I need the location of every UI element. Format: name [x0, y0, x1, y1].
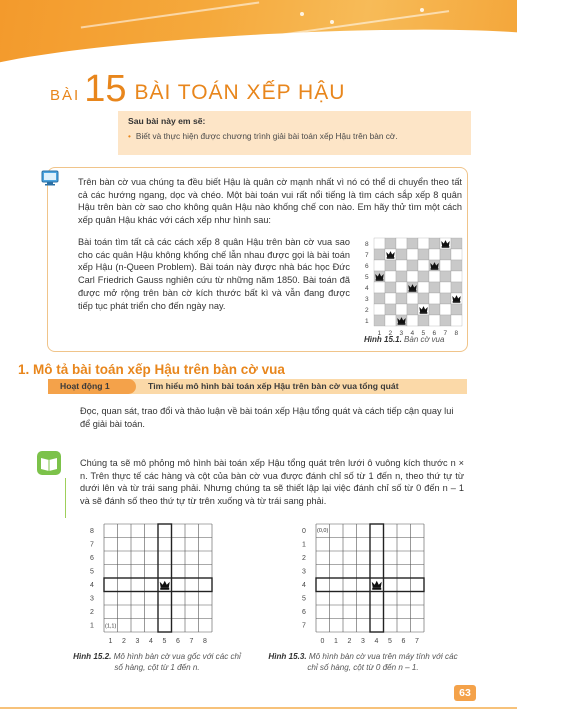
col-label: 2 [122, 638, 126, 645]
col-label: 7 [189, 638, 194, 645]
board-square [429, 271, 440, 282]
figure-2-label: Hình 15.2. [73, 652, 112, 661]
col-label: 2 [347, 638, 352, 645]
col-label: 7 [443, 330, 448, 337]
row-label: 0 [302, 528, 306, 535]
row-label: 1 [365, 318, 369, 325]
board-square [451, 304, 462, 315]
board-square [429, 249, 440, 260]
decor-dot [420, 8, 424, 12]
board-square [396, 238, 407, 249]
board-square [385, 282, 396, 293]
row-label: 6 [365, 263, 369, 270]
queen-base [387, 257, 395, 259]
board-square [385, 304, 396, 315]
figure-3-label: Hình 15.3. [268, 652, 307, 661]
board-square [407, 260, 418, 271]
board-square [396, 282, 407, 293]
col-label: 6 [176, 638, 180, 645]
queen-body [160, 581, 170, 588]
section-heading: 1. Mô tả bài toán xếp Hậu trên bàn cờ vua [18, 362, 285, 377]
board-square [385, 238, 396, 249]
queen-base [372, 588, 381, 590]
row-label: 5 [365, 274, 369, 281]
board-square [451, 238, 462, 249]
col-label: 5 [162, 638, 167, 645]
row-label: 2 [365, 307, 369, 314]
board-square [418, 249, 429, 260]
decor-dot [300, 12, 304, 16]
row-label: 3 [302, 568, 306, 576]
board-square [440, 293, 451, 304]
queen-base [398, 323, 406, 325]
board-square [374, 293, 385, 304]
grid-figure-3 [296, 518, 446, 645]
board-square [418, 260, 429, 271]
row-label: 6 [90, 555, 94, 562]
board-square [440, 282, 451, 293]
board-square [407, 293, 418, 304]
col-label: 0 [320, 638, 325, 645]
board-square [407, 271, 418, 282]
figure-1-text: Bàn cờ vua [404, 335, 445, 344]
book-icon [36, 450, 62, 476]
queen-icon [160, 581, 170, 590]
board-square [429, 293, 440, 304]
board-square [429, 238, 440, 249]
board-square [374, 315, 385, 326]
board-square [407, 249, 418, 260]
board-square [451, 249, 462, 260]
queen-base [431, 268, 439, 270]
board-square [374, 282, 385, 293]
header-band [0, 0, 517, 64]
board-square [418, 282, 429, 293]
col-label: 2 [388, 330, 393, 337]
row-label: 3 [90, 595, 94, 603]
decor-dot [330, 20, 334, 24]
lesson-name: BÀI TOÁN XẾP HẬU [134, 81, 346, 104]
board-square [385, 293, 396, 304]
figure-1-label: Hình 15.1. [364, 335, 402, 344]
board-square [385, 271, 396, 282]
board-square [396, 271, 407, 282]
board-square [451, 282, 462, 293]
activity-bar [48, 379, 467, 394]
board-square [396, 304, 407, 315]
board-square [418, 315, 429, 326]
board-square [374, 238, 385, 249]
board-square [374, 260, 385, 271]
row-label: 7 [90, 541, 94, 549]
board-square [418, 238, 429, 249]
queen-body [372, 581, 382, 588]
col-label: 6 [401, 638, 406, 645]
decor-ribbon [81, 1, 260, 28]
board-square [429, 304, 440, 315]
board-square [440, 249, 451, 260]
knowledge-text: Chúng ta sẽ mô phỏng mô hình bài toán xếp Hậu tổng quát trên lưới ô vuông kích thước n × n. Trên thực tế các hàng và cột của bàn cờ vua được đánh chỉ số từ 1 đến n, theo thứ tự từ dưới lên và từ trái sang phải. Nhưng chúng ta sẽ thiết lập lại việc đánh chỉ số từ 0 đến n – 1 và sẽ đánh số theo thứ tự từ trên xuống và từ trái sang phải. [80, 458, 464, 507]
board-square [396, 249, 407, 260]
board-square [440, 315, 451, 326]
queen-base [420, 312, 428, 314]
row-label: 5 [302, 595, 306, 603]
knowledge-line [65, 478, 66, 518]
board-square [396, 293, 407, 304]
lesson-number: 15 [84, 68, 127, 110]
board-square [407, 238, 418, 249]
board-square [374, 304, 385, 315]
page-number: 63 [454, 685, 476, 701]
figure-1-caption [364, 335, 444, 344]
activity-text: Đọc, quan sát, trao đổi và thảo luận về bài toán xếp Hậu tổng quát và cách tiếp cận quay lui để giải bài toán. [80, 406, 454, 429]
col-label: 3 [361, 638, 365, 645]
col-label: 1 [377, 330, 382, 337]
row-label: 4 [90, 582, 94, 589]
board-square [385, 260, 396, 271]
col-label: 1 [334, 638, 338, 645]
row-label: 4 [302, 582, 306, 589]
row-label: 8 [365, 241, 369, 248]
row-label: 7 [302, 622, 306, 630]
board-square [440, 304, 451, 315]
queen-icon [372, 581, 382, 590]
board-square [385, 315, 396, 326]
row-label: 2 [90, 609, 94, 616]
lesson-word: BÀI [50, 87, 81, 104]
bullet-icon: • [128, 131, 131, 141]
row-label: 4 [365, 285, 369, 292]
col-label: 5 [421, 330, 426, 337]
row-label: 6 [302, 609, 306, 616]
row-label: 7 [365, 252, 369, 259]
learning-goals-box [118, 111, 471, 155]
col-label: 6 [432, 330, 437, 337]
board-square [440, 260, 451, 271]
board-square [429, 315, 440, 326]
activity-label: Hoạt động 1 [48, 379, 136, 394]
queen-base [409, 290, 417, 292]
board-square [429, 282, 440, 293]
col-label: 1 [108, 638, 113, 645]
figure-3-caption [268, 651, 458, 673]
figure-2-caption [72, 651, 242, 673]
activity-description: Tìm hiểu mô hình bài toán xếp Hậu trên bàn cờ vua tổng quát [148, 381, 399, 391]
corner-label: (1,1) [105, 623, 117, 630]
row-label: 1 [302, 541, 306, 549]
board-square [418, 271, 429, 282]
row-label: 2 [302, 555, 306, 562]
row-label: 1 [90, 622, 94, 630]
col-label: 7 [415, 638, 419, 645]
goals-heading: Sau bài này em sẽ: [128, 116, 206, 126]
queen-base [376, 279, 384, 281]
col-label: 8 [454, 330, 459, 337]
col-label: 4 [149, 638, 153, 645]
board-square [451, 260, 462, 271]
board-square [407, 315, 418, 326]
col-label: 8 [203, 638, 207, 645]
board-square [374, 249, 385, 260]
board-square [451, 315, 462, 326]
row-label: 3 [365, 296, 369, 303]
figure-2-text: Mô hình bàn cờ vua gốc với các chỉ số hàng, cột từ 1 đến n. [113, 652, 241, 672]
corner-label: (0,0) [317, 528, 329, 534]
col-label: 4 [374, 638, 379, 645]
row-label: 5 [90, 568, 94, 576]
board-square [440, 271, 451, 282]
queen-base [160, 588, 169, 590]
row-label: 8 [90, 528, 94, 535]
bottom-line [0, 707, 517, 709]
goals-item [128, 131, 461, 141]
intro-paragraph-1: Trên bàn cờ vua chúng ta đều biết Hậu là quân cờ mạnh nhất vì nó có thể di chuyển theo tất cả các hướng ngang, dọc và chéo. Một bài toán vui rất nổi tiếng là tìm cách sắp xếp 8 quân Hậu trên bàn cờ sao cho không quân Hậu nào khống chế con nào. Em hãy thử tìm một cách xếp quân Hậu khác với cách xếp như hình sau: [78, 177, 462, 226]
goals-item-text: Biết và thực hiện được chương trình giải bài toán xếp Hậu trên bàn cờ. [135, 131, 398, 141]
col-label: 5 [388, 638, 392, 645]
grid-figure-2 [84, 518, 234, 645]
intro-paragraph-2: Bài toán tìm tất cả các cách xếp 8 quân Hậu trên bàn cờ vua sao cho các quân Hậu không khống chế lẫn nhau được gọi là bài toán xếp Hậu (n-Queen Problem). Bài toán này được nhà bác học Đức Carl Friedrich Gauss nghiên cứu từ những năm 1850. Bài toán đã được mở rộng trên bàn cờ kích thước bất kì và vẫn đang được tiếp tục phát triển cho đến ngày nay. [78, 237, 350, 311]
lesson-title [50, 68, 345, 108]
board-square [418, 293, 429, 304]
board-square [407, 304, 418, 315]
computer-icon [40, 168, 60, 188]
col-label: 4 [410, 330, 415, 337]
board-square [396, 260, 407, 271]
board-square [451, 271, 462, 282]
queen-base [453, 301, 461, 303]
queen-base [442, 246, 450, 248]
figure-3-text: Mô hình bàn cờ vua trên máy tính với các chỉ số hàng, cột từ 0 đến n – 1. [307, 652, 458, 672]
col-label: 3 [399, 330, 404, 337]
col-label: 3 [135, 638, 140, 645]
